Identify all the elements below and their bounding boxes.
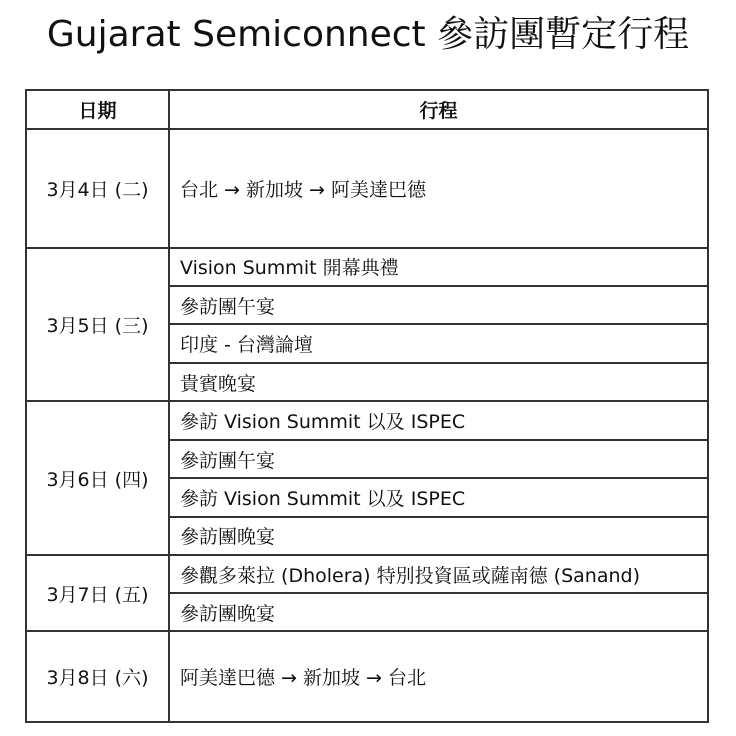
table-header-row	[26, 90, 708, 129]
itinerary-item: Vision Summit 開幕典禮	[169, 248, 708, 286]
table-row	[26, 631, 708, 722]
itinerary-item: 阿美達巴德 → 新加坡 → 台北	[169, 631, 708, 722]
itinerary-item: 貴賓晚宴	[169, 363, 708, 401]
date-cell: 3月8日 (六)	[26, 631, 169, 722]
itinerary-item: 參訪 Vision Summit 以及 ISPEC	[169, 478, 708, 516]
table-row	[26, 248, 708, 286]
itinerary-item: 參訪團晚宴	[169, 517, 708, 555]
itinerary-item: 參訪團午宴	[169, 286, 708, 324]
date-cell: 3月4日 (二)	[26, 129, 169, 248]
itinerary-item: 參訪團午宴	[169, 440, 708, 478]
table-row	[26, 401, 708, 439]
date-cell: 3月7日 (五)	[26, 555, 169, 631]
itinerary-item: 台北 → 新加坡 → 阿美達巴德	[169, 129, 708, 248]
itinerary-item: 印度 - 台灣論壇	[169, 324, 708, 362]
header-date: 日期	[26, 90, 169, 129]
table-row	[26, 129, 708, 248]
table-row	[26, 555, 708, 593]
header-itinerary: 行程	[169, 90, 708, 129]
date-cell: 3月6日 (四)	[26, 401, 169, 555]
itinerary-item: 參訪團晚宴	[169, 593, 708, 631]
date-cell: 3月5日 (三)	[26, 248, 169, 402]
itinerary-item: 參訪 Vision Summit 以及 ISPEC	[169, 401, 708, 439]
itinerary-table	[25, 89, 709, 723]
itinerary-item: 參觀多萊拉 (Dholera) 特別投資區或薩南德 (Sanand)	[169, 555, 708, 593]
page-title: Gujarat Semiconnect 參訪團暫定行程	[46, 14, 690, 55]
